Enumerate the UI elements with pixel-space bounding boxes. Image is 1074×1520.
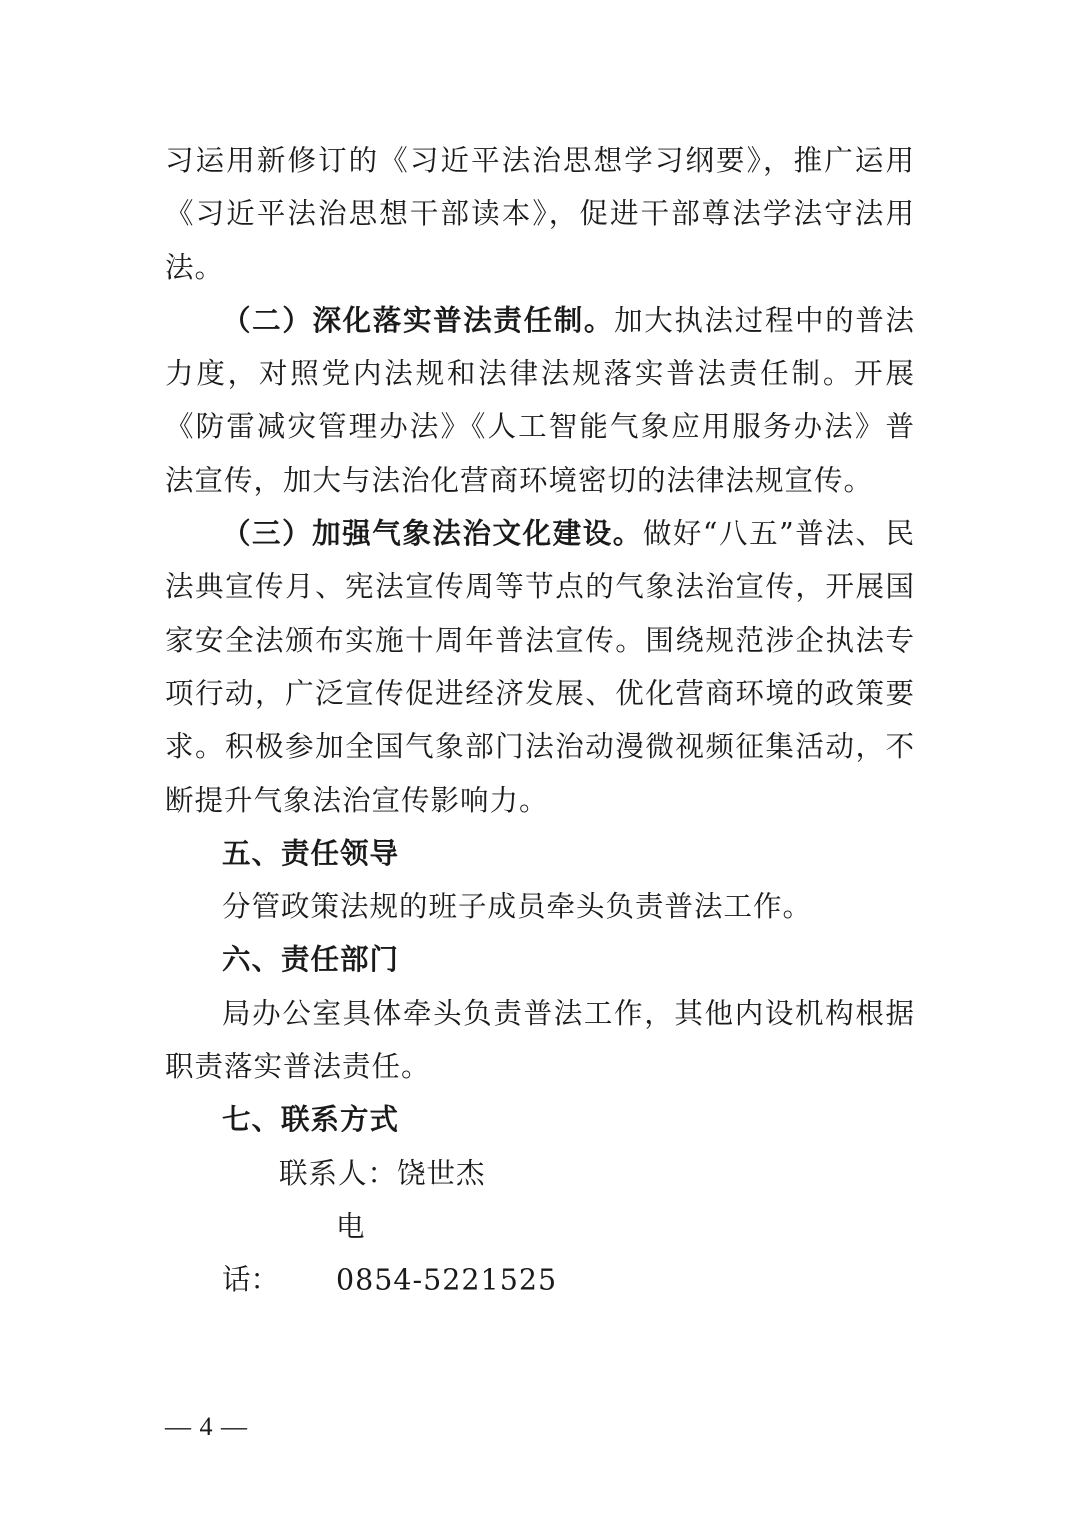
contact-person-line bbox=[165, 1147, 915, 1200]
phone-label bbox=[222, 1200, 365, 1307]
subsection-title: （二）深化落实普法责任制。 bbox=[222, 303, 615, 337]
contact-label: 联系人： bbox=[279, 1156, 398, 1190]
section-heading-responsible-department: 六、责任部门 bbox=[222, 943, 400, 977]
phone-label-char: 话： bbox=[222, 1263, 280, 1297]
phone-label-char: 电 bbox=[336, 1209, 365, 1243]
paragraph-subsection-2 bbox=[165, 294, 915, 507]
paragraph-subsection-3 bbox=[165, 507, 915, 827]
phone-number: 0854-5221525 bbox=[336, 1263, 558, 1297]
paragraph-text: 加大执法过程中的普法力度，对照党内法规和法律法规落实普法责任制。开展《防雷减灾管理办法》《人工智能气象应用服务办法》普法宣传，加大与法治化营商环境密切的法律法规宣传。 bbox=[165, 303, 915, 497]
paragraph-text: 做好“八五”普法、民法典宣传月、宪法宣传周等节点的气象法治宣传，开展国家安全法颁布实施十周年普法宣传。围绕规范涉企执法专项行动，广泛宣传促进经济发展、优化营商环境的政策要求。积极参加全国气象部门法治动漫微视频征集活动，不断提升气象法治宣传影响力。 bbox=[165, 517, 915, 817]
contact-name: 饶世杰 bbox=[397, 1156, 486, 1190]
paragraph-text: 习运用新修订的《习近平法治思想学习纲要》，推广运用《习近平法治思想干部读本》，促进干部尊法学法守法用法。 bbox=[165, 144, 915, 284]
paragraph-continuation bbox=[165, 134, 915, 294]
page-number: — 4 — bbox=[165, 1412, 248, 1441]
paragraph-responsible-leader: 分管政策法规的班子成员牵头负责普法工作。 bbox=[222, 890, 813, 924]
document-body bbox=[165, 134, 915, 1307]
section-heading-contact: 七、联系方式 bbox=[222, 1103, 400, 1137]
subsection-title: （三）加强气象法治文化建设。 bbox=[222, 517, 643, 551]
contact-phone-line bbox=[165, 1200, 915, 1307]
paragraph-responsible-department: 局办公室具体牵头负责普法工作，其他内设机构根据职责落实普法责任。 bbox=[165, 996, 915, 1084]
section-heading-responsible-leader: 五、责任领导 bbox=[222, 836, 400, 870]
